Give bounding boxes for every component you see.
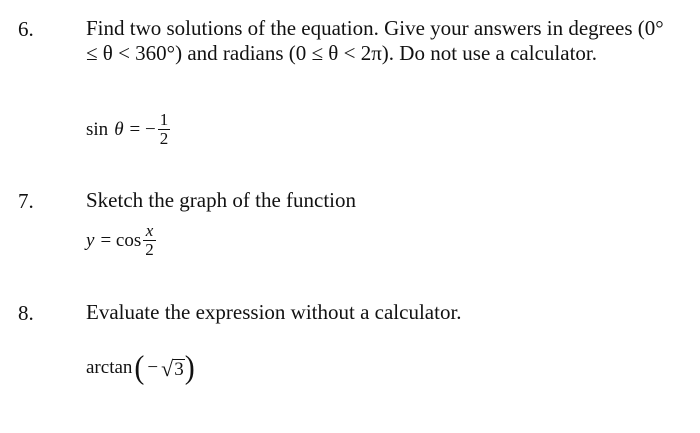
problem-8-equation	[86, 349, 195, 386]
problem-6-number: 6.	[18, 17, 34, 41]
problem-6-equation	[86, 111, 170, 148]
problem-8-number: 8.	[18, 301, 34, 325]
close-paren: )	[184, 349, 195, 386]
problem-7-text: Sketch the graph of the function	[86, 188, 357, 212]
fraction-numerator: x	[145, 221, 154, 240]
minus-sign: −	[147, 357, 159, 378]
equals-cos: = cos	[100, 229, 142, 251]
y-variable: y	[86, 229, 95, 251]
fraction-denominator: 2	[159, 129, 169, 148]
fraction-one-half	[158, 111, 171, 148]
arctan-function: arctan	[86, 357, 133, 378]
problem-6-text: Find two solutions of the equation. Give your answers in degrees (0° ≤ θ < 360°) and radians (0 ≤ θ < 2π). Do not use a calculator.	[86, 16, 664, 65]
sin-function: sin	[86, 118, 109, 140]
equals-negative: = −	[129, 118, 156, 140]
radicand: 3	[174, 358, 184, 380]
fraction-x-over-2	[143, 222, 156, 259]
square-root	[161, 357, 185, 380]
problem-7-equation	[86, 222, 156, 259]
problem-7-number: 7.	[18, 189, 34, 213]
theta-variable: θ	[114, 118, 124, 140]
radical-icon: √	[161, 355, 174, 381]
fraction-denominator: 2	[145, 240, 154, 259]
open-paren: (	[134, 349, 145, 386]
fraction-numerator: 1	[159, 110, 169, 129]
problem-8-text: Evaluate the expression without a calculator.	[86, 300, 462, 324]
